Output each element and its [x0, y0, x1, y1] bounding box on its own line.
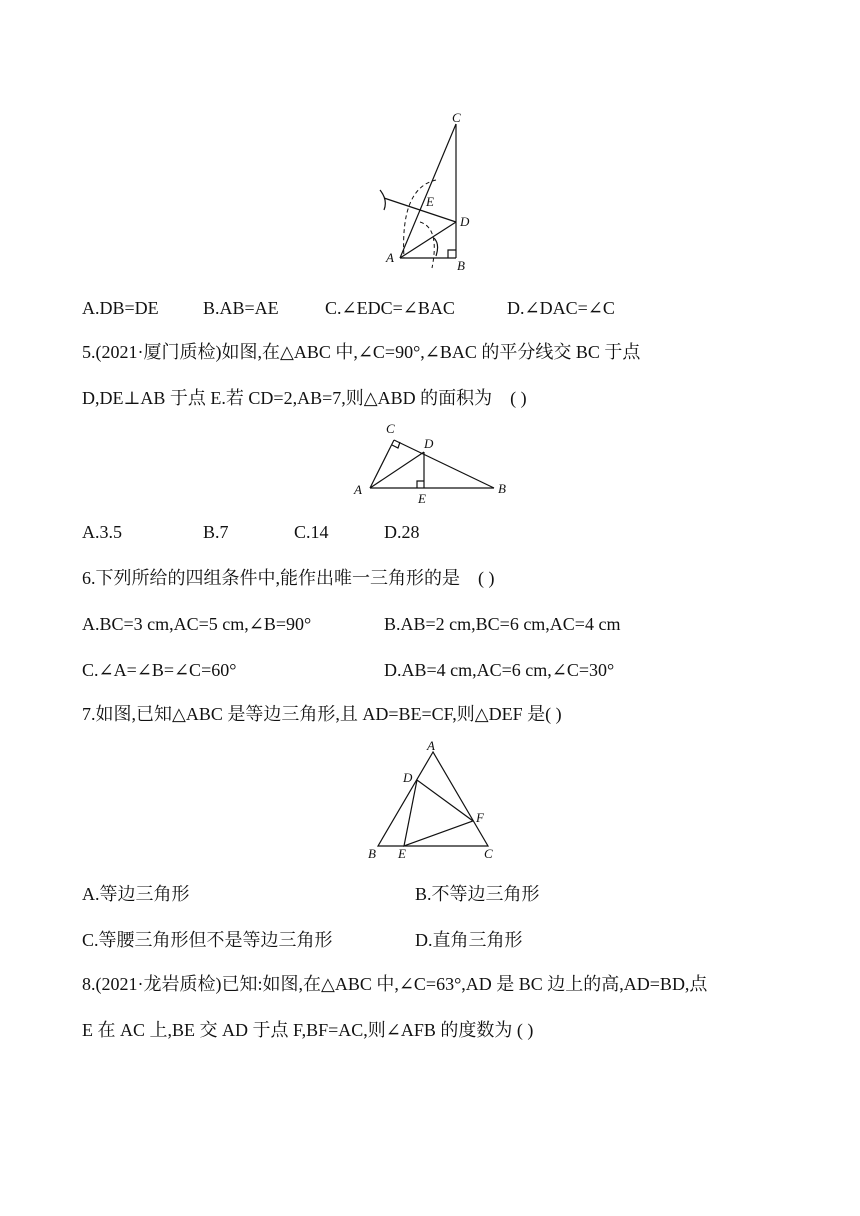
q6-answer-paren: ( )	[478, 568, 495, 588]
q4-label-d: D	[460, 214, 470, 229]
q6-option-d: D.AB=4 cm,AC=6 cm,∠C=30°	[384, 660, 615, 680]
q4-figure	[370, 110, 490, 275]
q5-figure	[350, 418, 520, 508]
q6-option-c: C.∠A=∠B=∠C=60°	[82, 660, 237, 680]
q5-option-d: D.28	[384, 522, 420, 542]
q7-label-f: F	[476, 810, 484, 825]
q5-option-c: C.14	[294, 522, 329, 542]
q4-option-d: D.∠DAC=∠C	[507, 298, 615, 318]
q4-label-c: C	[452, 110, 461, 125]
q5-label-b: B	[498, 481, 506, 496]
q5-stem-line2	[82, 386, 527, 410]
q7-label-d: D	[403, 770, 413, 785]
q4-label-a: A	[386, 250, 394, 265]
q7-stem: 7.如图,已知△ABC 是等边三角形,且 AD=BE=CF,则△DEF 是( )	[82, 704, 562, 724]
q7-figure	[362, 740, 502, 866]
q5-label-a: A	[354, 482, 362, 497]
q7-option-b: B.不等边三角形	[415, 884, 540, 904]
q5-label-c: C	[386, 421, 395, 436]
q7-label-c: C	[484, 846, 493, 861]
q5-option-b: B.7	[203, 522, 229, 542]
q5-answer-paren: ( )	[510, 388, 527, 408]
q8-stem-line1: 8.(2021·龙岩质检)已知:如图,在△ABC 中,∠C=63°,AD 是 BC 边上的高,AD=BD,点	[82, 974, 708, 994]
q7-label-a: A	[427, 738, 435, 753]
q5-label-d: D	[424, 436, 434, 451]
q8-stem-line2: E 在 AC 上,BE 交 AD 于点 F,BF=AC,则∠AFB 的度数为 ( )	[82, 1020, 534, 1040]
q7-label-b: B	[368, 846, 376, 861]
q6-stem-text: 6.下列所给的四组条件中,能作出唯一三角形的是	[82, 568, 460, 588]
q7-option-d: D.直角三角形	[415, 930, 523, 950]
q6-option-b: B.AB=2 cm,BC=6 cm,AC=4 cm	[384, 614, 621, 634]
q5-stem-line1: 5.(2021·厦门质检)如图,在△ABC 中,∠C=90°,∠BAC 的平分线交 BC 于点	[82, 342, 641, 362]
q4-label-e: E	[426, 194, 434, 209]
q4-option-a: A.DB=DE	[82, 298, 159, 318]
q5-option-a: A.3.5	[82, 522, 122, 542]
q7-label-e: E	[398, 846, 406, 861]
q6-stem	[82, 566, 495, 590]
q4-option-c: C.∠EDC=∠BAC	[325, 298, 455, 318]
q5-label-e: E	[418, 491, 426, 506]
q4-option-b: B.AB=AE	[203, 298, 279, 318]
q5-stem-line2-text: D,DE⊥AB 于点 E.若 CD=2,AB=7,则△ABD 的面积为	[82, 388, 493, 408]
q4-label-b: B	[457, 258, 465, 273]
q6-option-a: A.BC=3 cm,AC=5 cm,∠B=90°	[82, 614, 312, 634]
q7-option-a: A.等边三角形	[82, 884, 190, 904]
q7-option-c: C.等腰三角形但不是等边三角形	[82, 930, 333, 950]
